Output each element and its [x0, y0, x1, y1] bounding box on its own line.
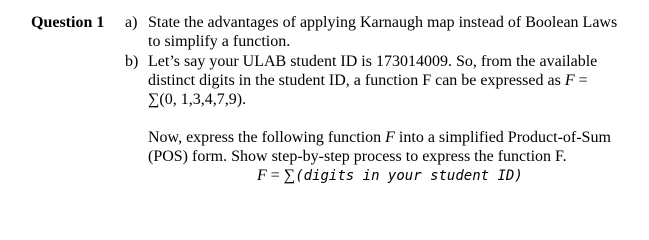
item-b-line-2-suffix: = [574, 72, 588, 89]
item-b-text-line-1: Let’s say your ULAB student ID is 173014009. So, from the available [148, 53, 598, 70]
item-a-marker: a) [125, 14, 138, 31]
item-b-paragraph-line-2: (POS) form. Show step-by-step process to express the function F. [148, 148, 567, 165]
function-equation [257, 167, 523, 185]
item-a-text-line-1: State the advantages of applying Karnaugh map instead of Boolean Laws [148, 14, 618, 31]
item-b-paragraph-line-1 [148, 129, 611, 147]
item-b-line-2-prefix: distinct digits in the student ID, a function F can be expressed as [148, 72, 565, 89]
item-b-text-line-2 [148, 72, 588, 90]
question-label: Question 1 [31, 14, 105, 31]
equation-expression: (digits in your student ID) [295, 168, 523, 184]
item-b-marker: b) [125, 53, 139, 70]
function-variable: F [385, 129, 395, 146]
item-b-text-line-3: ∑(0, 1,3,4,7,9). [148, 91, 247, 108]
paragraph-line-1-suffix: into a simplified Product-of-Sum [394, 129, 611, 146]
equation-sum-sign: = ∑ [266, 167, 296, 184]
item-a-text-line-2: to simplify a function. [148, 33, 291, 50]
paragraph-line-1-prefix: Now, express the following function [148, 129, 386, 146]
equation-variable: F [257, 167, 267, 184]
function-variable: F [564, 72, 575, 89]
